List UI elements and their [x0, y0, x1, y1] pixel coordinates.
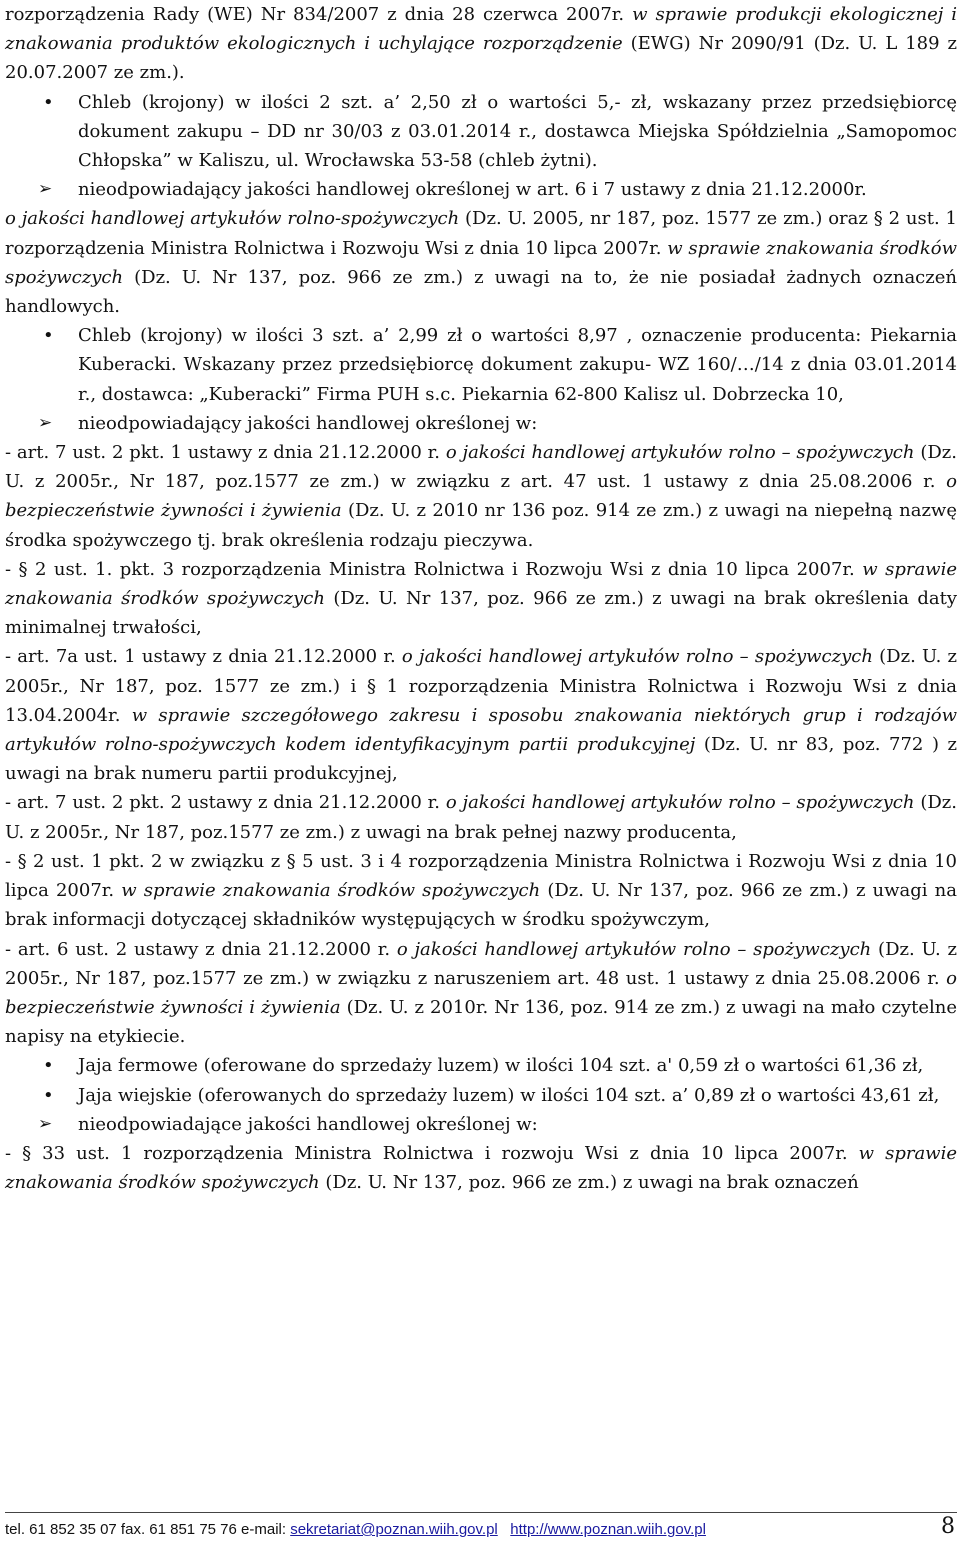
- paragraph-violation-producer: - art. 7 ust. 2 pkt. 2 ustawy z dnia 21.12.2000 r. o jakości handlowej artykułów rolno – spożywczych (Dz. U. z 2005r., Nr 187, poz.1577 ze zm.) z uwagi na brak pełnej nazwy producenta,: [5, 792, 957, 843]
- bullet-icon: •: [43, 325, 54, 347]
- bullet-icon: •: [43, 91, 54, 113]
- paragraph-violation-name: - art. 7 ust. 2 pkt. 1 ustawy z dnia 21.12.2000 r. o jakości handlowej artykułów rolno – spożywczych (Dz. U. z 2005r., Nr 187, poz.1577 ze zm.) w związku z art. 47 ust. 1 ustawy z dnia 25.08.2006 r. o bezpieczeństwie żywności i żywienia (Dz. U. z 2010 nr 136 poz. 914 ze zm.) z uwagi na niepełną nazwę środka spożywczego tj. brak określenia rodzaju pieczywa.: [5, 442, 957, 551]
- list-item-bread-rye: • Chleb (krojony) w ilości 2 szt. a’ 2,50 zł o wartości 5,- zł, wskazany przez przedsiębiorcę dokument zakupu – DD nr 30/03 z 03.01.2014 r., dostawca Miejska Spółdzielnia „Samopomoc Chłopska” w Kaliszu, ul. Wrocławska 53-58 (chleb żytni).: [5, 88, 957, 176]
- page-footer: [5, 1518, 957, 1542]
- list-item-eggs-farm: • Jaja fermowe (oferowane do sprzedaży luzem) w ilości 104 szt. a' 0,59 zł o wartości 61,36 zł,: [5, 1051, 957, 1080]
- list-item-bread-kuberacki: • Chleb (krojony) w ilości 3 szt. a’ 2,99 zł o wartości 8,97 , oznaczenie producenta: Piekarnia Kuberacki. Wskazany przez przedsiębiorcę dokument zakupu- WZ 160/…/14 z dnia 03.01.2014 r., dostawca: „Kuberacki” Firma PUH s.c. Piekarnia 62-800 Kalisz ul. Dobrzecka 10,: [5, 321, 957, 409]
- paragraph-quality-ref-1: o jakości handlowej artykułów rolno-spożywczych (Dz. U. 2005, nr 187, poz. 1577 ze zm.) oraz § 2 ust. 1 rozporządzenia Ministra Rolnictwa i Rozwoju Wsi z dnia 10 lipca 2007r. w sprawie znakowania środków spożywczych (Dz. U. Nr 137, poz. 966 ze zm.) z uwagi na to, że nie posiadał żadnych oznaczeń handlowych.: [5, 208, 957, 318]
- paragraph-violation-batch: - art. 7a ust. 1 ustawy z dnia 21.12.2000 r. o jakości handlowej artykułów rolno – spożywczych (Dz. U. z 2005r., Nr 187, poz. 1577 ze zm.) i § 1 rozporządzenia Ministra Rolnictwa i Rozwoju Wsi z dnia 13.04.2004r. w sprawie szczegółowego zakresu i sposobu znakowania niektórych grup i rodzajów artykułów rolno-spożywczych kodem identyfikacyjnym partii produkcyjnej (Dz. U. nr 83, poz. 772 ) z uwagi na brak numeru partii produkcyjnej,: [5, 646, 958, 785]
- paragraph-violation-markings: - § 33 ust. 1 rozporządzenia Ministra Rolnictwa i rozwoju Wsi z dnia 10 lipca 2007r. w sprawie znakowania środków spożywczych (Dz. U. Nr 137, poz. 966 ze zm.) z uwagi na brak oznaczeń: [5, 1142, 958, 1194]
- arrow-bullet-icon: ➢: [38, 1113, 53, 1134]
- document-body: [5, 0, 957, 1197]
- paragraph-regulation-ec: rozporządzenia Rady (WE) Nr 834/2007 z dnia 28 czerwca 2007r. w sprawie produkcji ekologicznej i znakowania produktów ekologicznych i uchylające rozporządzenie (EWG) Nr 2090/91 (Dz. U. L 189 z 20.07.2007 ze zm.).: [5, 4, 957, 84]
- arrow-bullet-icon: ➢: [38, 179, 53, 200]
- arrow-bullet-icon: ➢: [38, 412, 53, 433]
- paragraph-violation-legibility: - art. 6 ust. 2 ustawy z dnia 21.12.2000 r. o jakości handlowej artykułów rolno – spożywczych (Dz. U. z 2005r., Nr 187, poz.1577 ze zm.) w związku z naruszeniem art. 48 ust. 1 ustawy z dnia 25.08.2006 r. o bezpieczeństwie żywności i żywienia (Dz. U. z 2010r. Nr 136, poz. 914 ze zm.) z uwagi na mało czytelne napisy na etykiecie.: [5, 938, 958, 1048]
- footer-contact: tel. 61 852 35 07 fax. 61 851 75 76 e-mail:: [5, 1521, 291, 1538]
- arrow-item-quality-1: ➢ nieodpowiadający jakości handlowej określonej w art. 6 i 7 ustawy z dnia 21.12.2000r.: [5, 175, 957, 204]
- bullet-icon: •: [43, 1055, 54, 1077]
- paragraph-violation-ingredients: - § 2 ust. 1 pkt. 2 w związku z § 5 ust. 3 i 4 rozporządzenia Ministra Rolnictwa i Rozwoju Wsi z dnia 10 lipca 2007r. w sprawie znakowania środków spożywczych (Dz. U. Nr 137, poz. 966 ze zm.) z uwagi na brak informacji dotyczącej składników występujących w środku spożywczym,: [5, 850, 957, 931]
- bullet-icon: •: [43, 1084, 54, 1106]
- arrow-item-quality-2: ➢ nieodpowiadający jakości handlowej określonej w:: [5, 409, 957, 438]
- footer-divider: [5, 1512, 957, 1513]
- arrow-item-quality-3: ➢ nieodpowiadające jakości handlowej określonej w:: [5, 1110, 957, 1139]
- email-link[interactable]: sekretariat@poznan.wiih.gov.pl: [290, 1521, 498, 1538]
- list-item-eggs-country: • Jaja wiejskie (oferowanych do sprzedaży luzem) w ilości 104 szt. a’ 0,89 zł o wartości 43,61 zł,: [5, 1081, 957, 1110]
- website-link[interactable]: http://www.poznan.wiih.gov.pl: [510, 1521, 706, 1538]
- page-number: 8: [941, 1514, 955, 1539]
- paragraph-violation-date: - § 2 ust. 1. pkt. 3 rozporządzenia Ministra Rolnictwa i Rozwoju Wsi z dnia 10 lipca 2007r. w sprawie znakowania środków spożywczych (Dz. U. Nr 137, poz. 966 ze zm.) z uwagi na brak określenia daty minimalnej trwałości,: [5, 558, 957, 639]
